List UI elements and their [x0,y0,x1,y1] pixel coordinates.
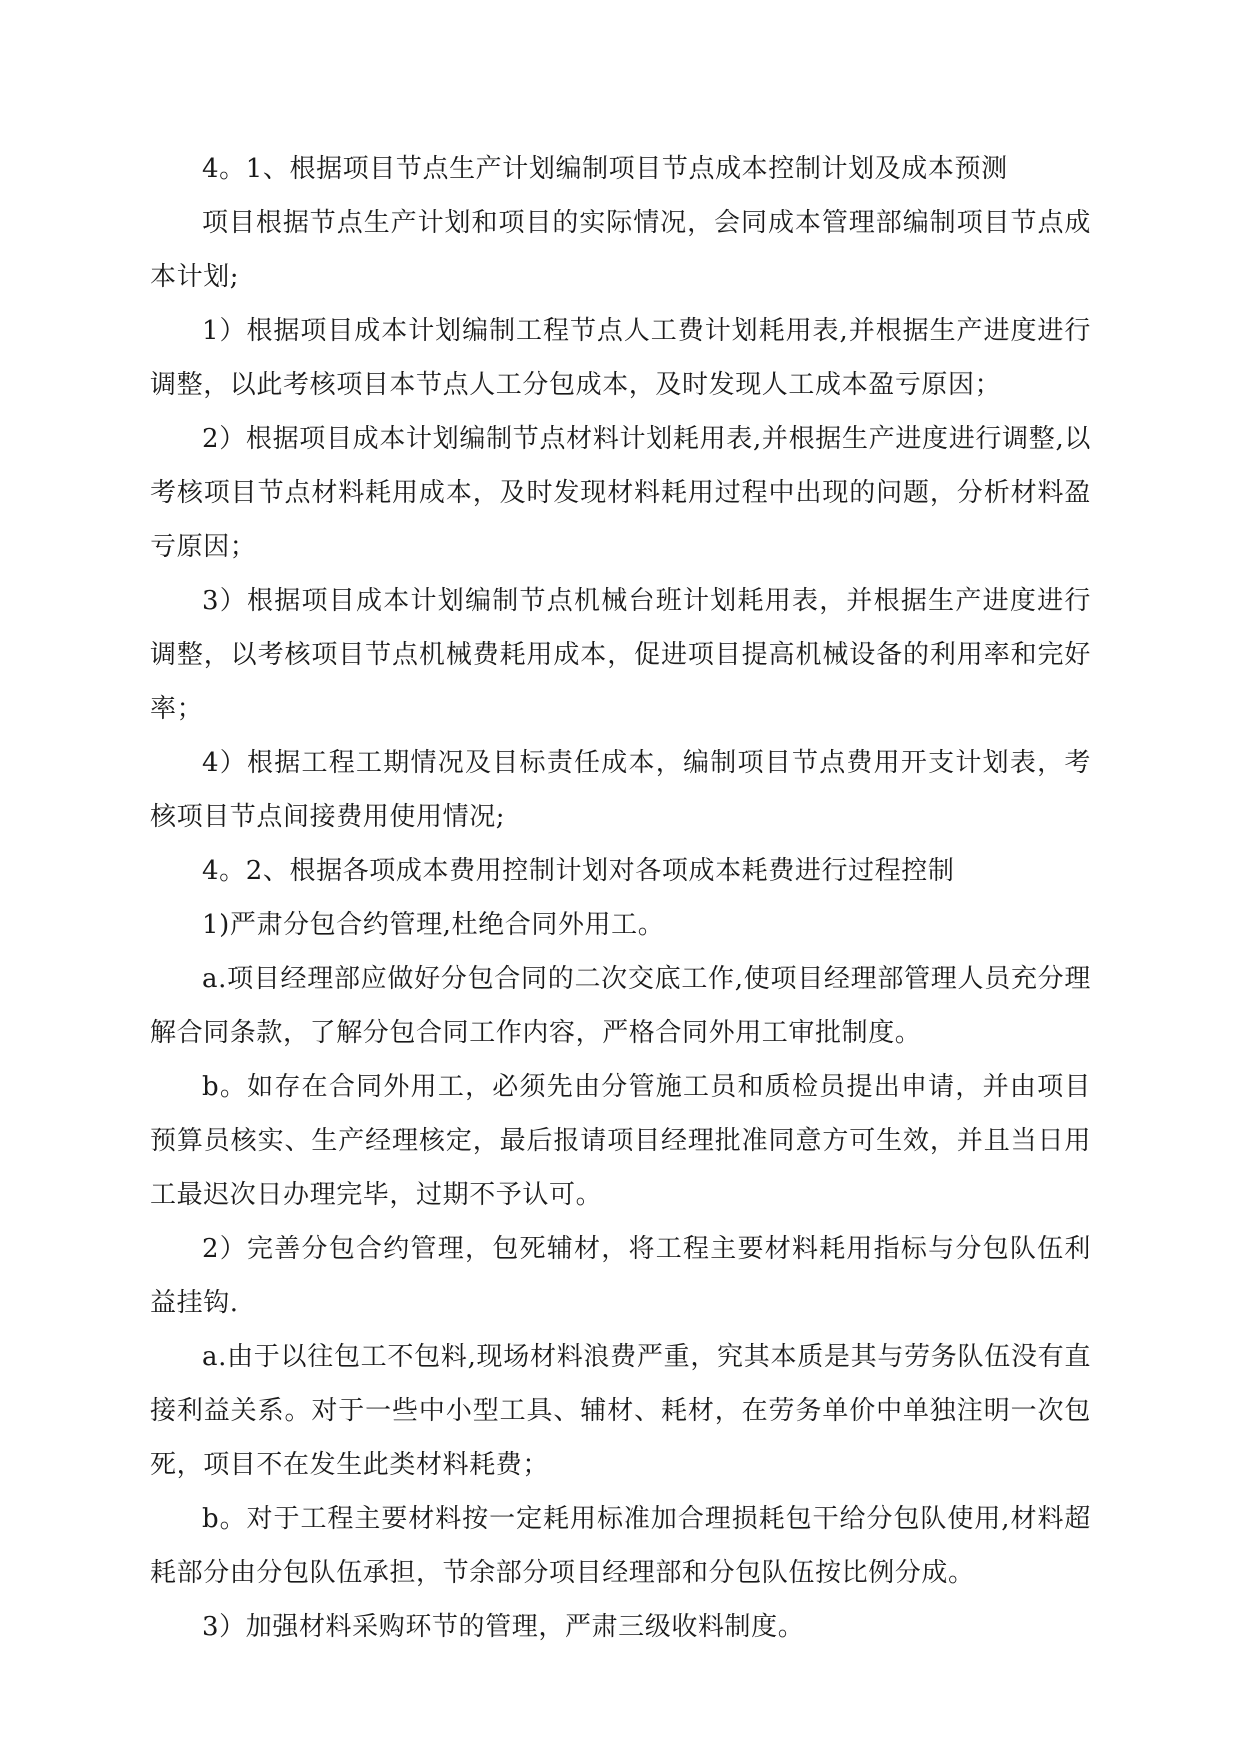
sub-item-b: b。对于工程主要材料按一定耗用标准加合理损耗包干给分包队使用,材料超耗部分由分包队伍承担，节余部分项目经理部和分包队伍按比例分成。 [150,1504,1091,1588]
list-item-1: 1)严肃分包合约管理,杜绝合同外用工。 [202,910,665,940]
list-item-4: 4）根据工程工期情况及目标责任成本，编制项目节点费用开支计划表，考核项目节点间接费用使用情况; [150,748,1091,832]
list-item-2: 2）完善分包合约管理，包死辅材，将工程主要材料耗用指标与分包队伍利益挂钩. [150,1234,1091,1318]
sub-item-a: a.由于以往包工不包料,现场材料浪费严重，究其本质是其与劳务队伍没有直接利益关系。对于一些中小型工具、辅材、耗材，在劳务单价中单独注明一次包死，项目不在发生此类材料耗费； [150,1342,1091,1480]
list-item-1: 1）根据项目成本计划编制工程节点人工费计划耗用表,并根据生产进度进行调整，以此考核项目本节点人工分包成本，及时发现人工成本盈亏原因； [150,316,1091,400]
list-item-2: 2）根据项目成本计划编制节点材料计划耗用表,并根据生产进度进行调整,以考核项目节点材料耗用成本，及时发现材料耗用过程中出现的问题，分析材料盈亏原因； [150,424,1091,562]
list-item-3: 3）加强材料采购环节的管理，严肃三级收料制度。 [202,1612,805,1642]
sub-item-b: b。如存在合同外用工，必须先由分管施工员和质检员提出申请，并由项目预算员核实、生产经理核定，最后报请项目经理批准同意方可生效，并且当日用工最迟次日办理完毕，过期不予认可。 [150,1072,1091,1210]
section-heading-4-1: 4。1、根据项目节点生产计划编制项目节点成本控制计划及成本预测 [202,154,1008,184]
list-item-3: 3）根据项目成本计划编制节点机械台班计划耗用表，并根据生产进度进行调整，以考核项目节点机械费耗用成本，促进项目提高机械设备的利用率和完好率； [150,586,1091,724]
sub-item-a: a.项目经理部应做好分包合同的二次交底工作,使项目经理部管理人员充分理解合同条款，了解分包合同工作内容，严格合同外用工审批制度。 [150,964,1091,1048]
section-heading-4-2: 4。2、根据各项成本费用控制计划对各项成本耗费进行过程控制 [202,856,955,886]
body-paragraph: 项目根据节点生产计划和项目的实际情况，会同成本管理部编制项目节点成本计划; [150,208,1091,292]
